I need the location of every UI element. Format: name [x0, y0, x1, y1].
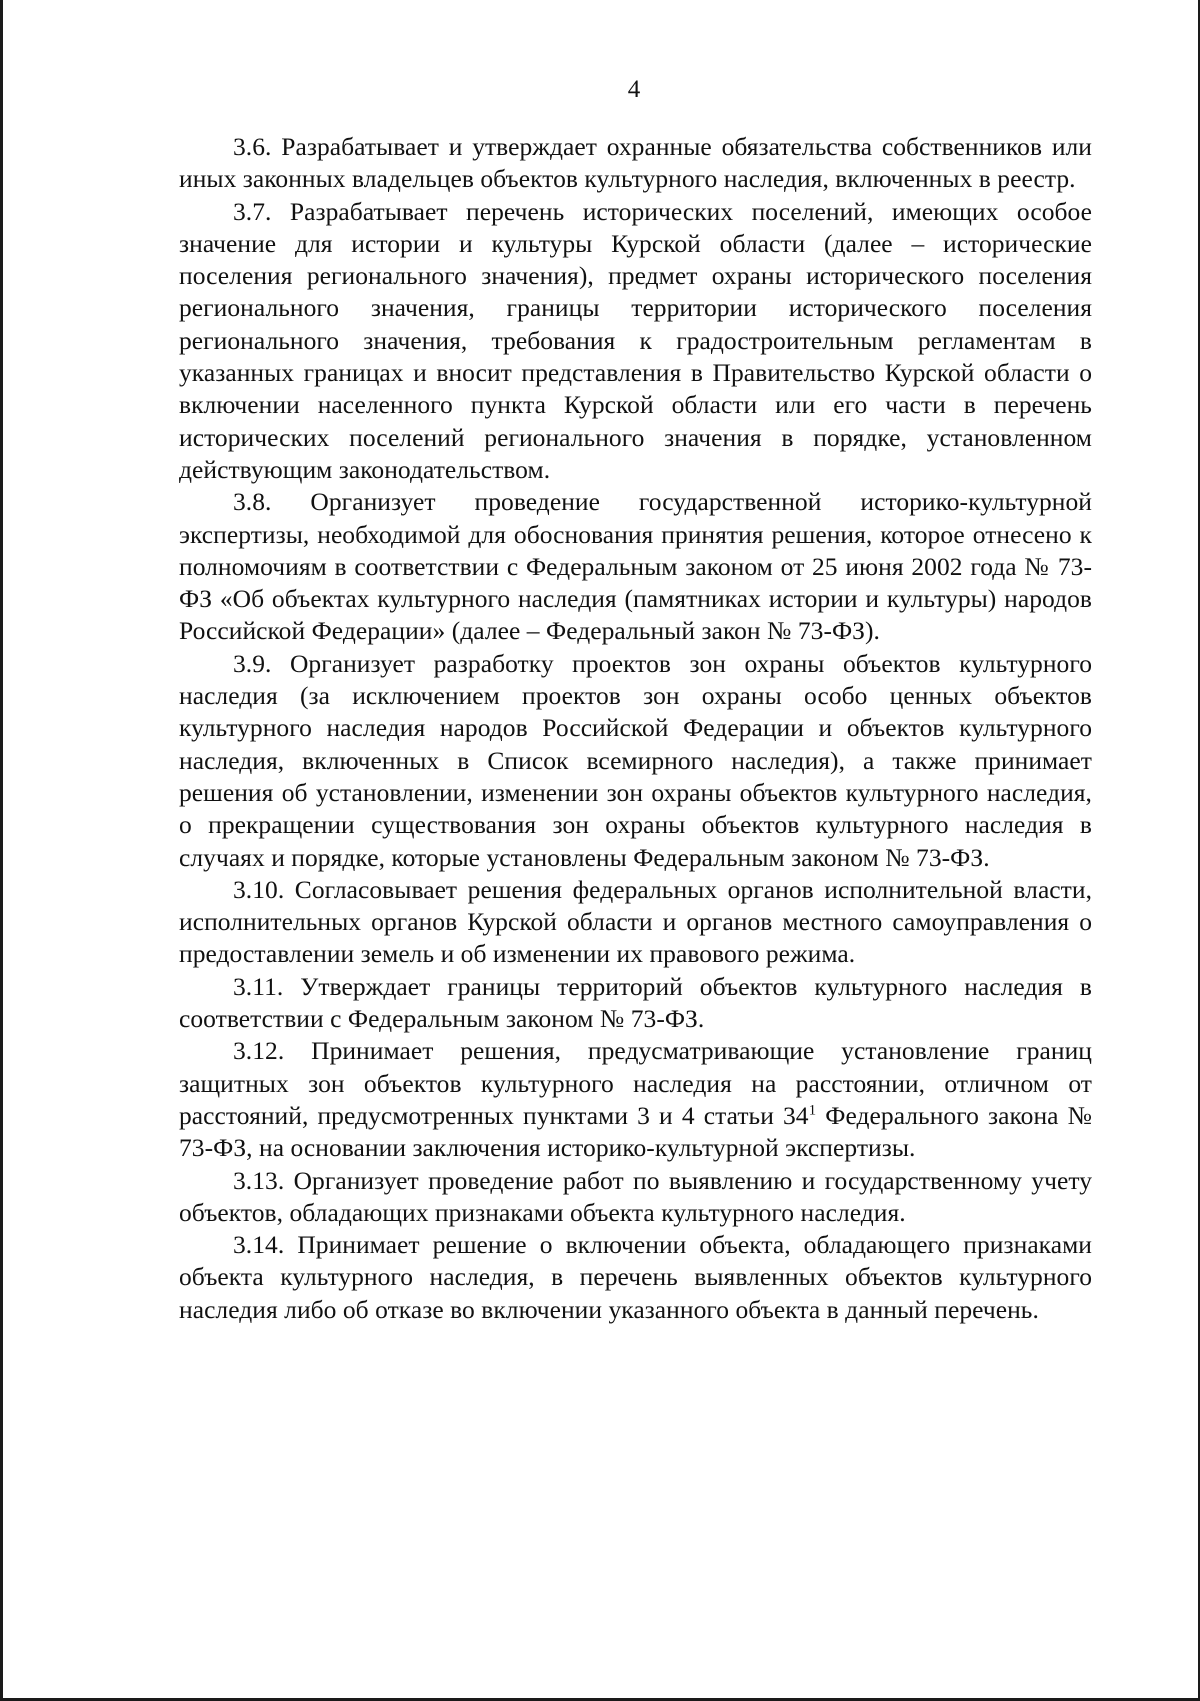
paragraph-3-6: 3.6. Разрабатывает и утверждает охранные обязательства собственников или иных законных владельцев объектов культурного наследия, включенных в реестр. [179, 132, 1092, 194]
scan-border-left [0, 0, 3, 1701]
paragraph-3-13: 3.13. Организует проведение работ по выявлению и государственному учету объектов, обладающих признаками объекта культурного наследия. [179, 1165, 1092, 1227]
paragraph-3-12 [179, 1035, 1092, 1164]
paragraph-3-7: 3.7. Разрабатывает перечень исторических поселений, имеющих особое значение для истории и культуры Курской области (далее – исторические поселения регионального значения), предмет охраны исторического поселения регионального значения, границы территории исторического поселения регионального значения, требования к градостроительным регламентам в указанных границах и вносит представления в Правительство Курской области о включении населенного пункта Курской области или его части в перечень исторических поселений регионального значения в порядке, установленном действующим законодательством. [179, 196, 1092, 484]
paragraph-3-9: 3.9. Организует разработку проектов зон охраны объектов культурного наследия (за исключением проектов зон охраны особо ценных объектов культурного наследия народов Российской Федерации и объектов культурного наследия, включенных в Список всемирного наследия), а также принимает решения об установлении, изменении зон охраны объектов культурного наследия, о прекращении существования зон охраны объектов культурного наследия в случаях и порядке, которые установлены Федеральным законом № 73-ФЗ. [179, 648, 1092, 872]
page-number: 4 [627, 76, 641, 103]
paragraph-3-8: 3.8. Организует проведение государственной историко-культурной экспертизы, необходимой для обоснования принятия решения, которое отнесено к полномочиям в соответствии с Федеральным законом от 25 июня 2002 года № 73-ФЗ «Об объектах культурного наследия (памятниках истории и культуры) народов Российской Федерации» (далее – Федеральный закон № 73-ФЗ). [179, 487, 1092, 646]
paragraph-3-11: 3.11. Утверждает границы территорий объектов культурного наследия в соответствии с Федеральным законом № 73-ФЗ. [179, 971, 1092, 1034]
document-body [179, 131, 1092, 1326]
article-superscript: 1 [808, 1102, 817, 1119]
paragraph-3-12-text-before: 3.12. Принимает решения, предусматривающие установление границ защитных зон объектов культурного наследия на расстоянии, отличном от расстояний, предусмотренных пунктами 3 и 4 статьи 34 [179, 1036, 1092, 1130]
paragraph-3-12-text-after: Федерального закона № 73-ФЗ, на основании заключения историко-культурной экспертизы. [179, 1100, 1092, 1163]
paragraph-3-14: 3.14. Принимает решение о включении объекта, обладающего признаками объекта культурного наследия, в перечень выявленных объектов культурного наследия либо об отказе во включении указанного объекта в данный перечень. [179, 1230, 1092, 1324]
paragraph-3-10: 3.10. Согласовывает решения федеральных органов исполнительной власти, исполнительных органов Курской области и органов местного самоуправления о предоставлении земель и об изменении их правового режима. [179, 874, 1092, 969]
